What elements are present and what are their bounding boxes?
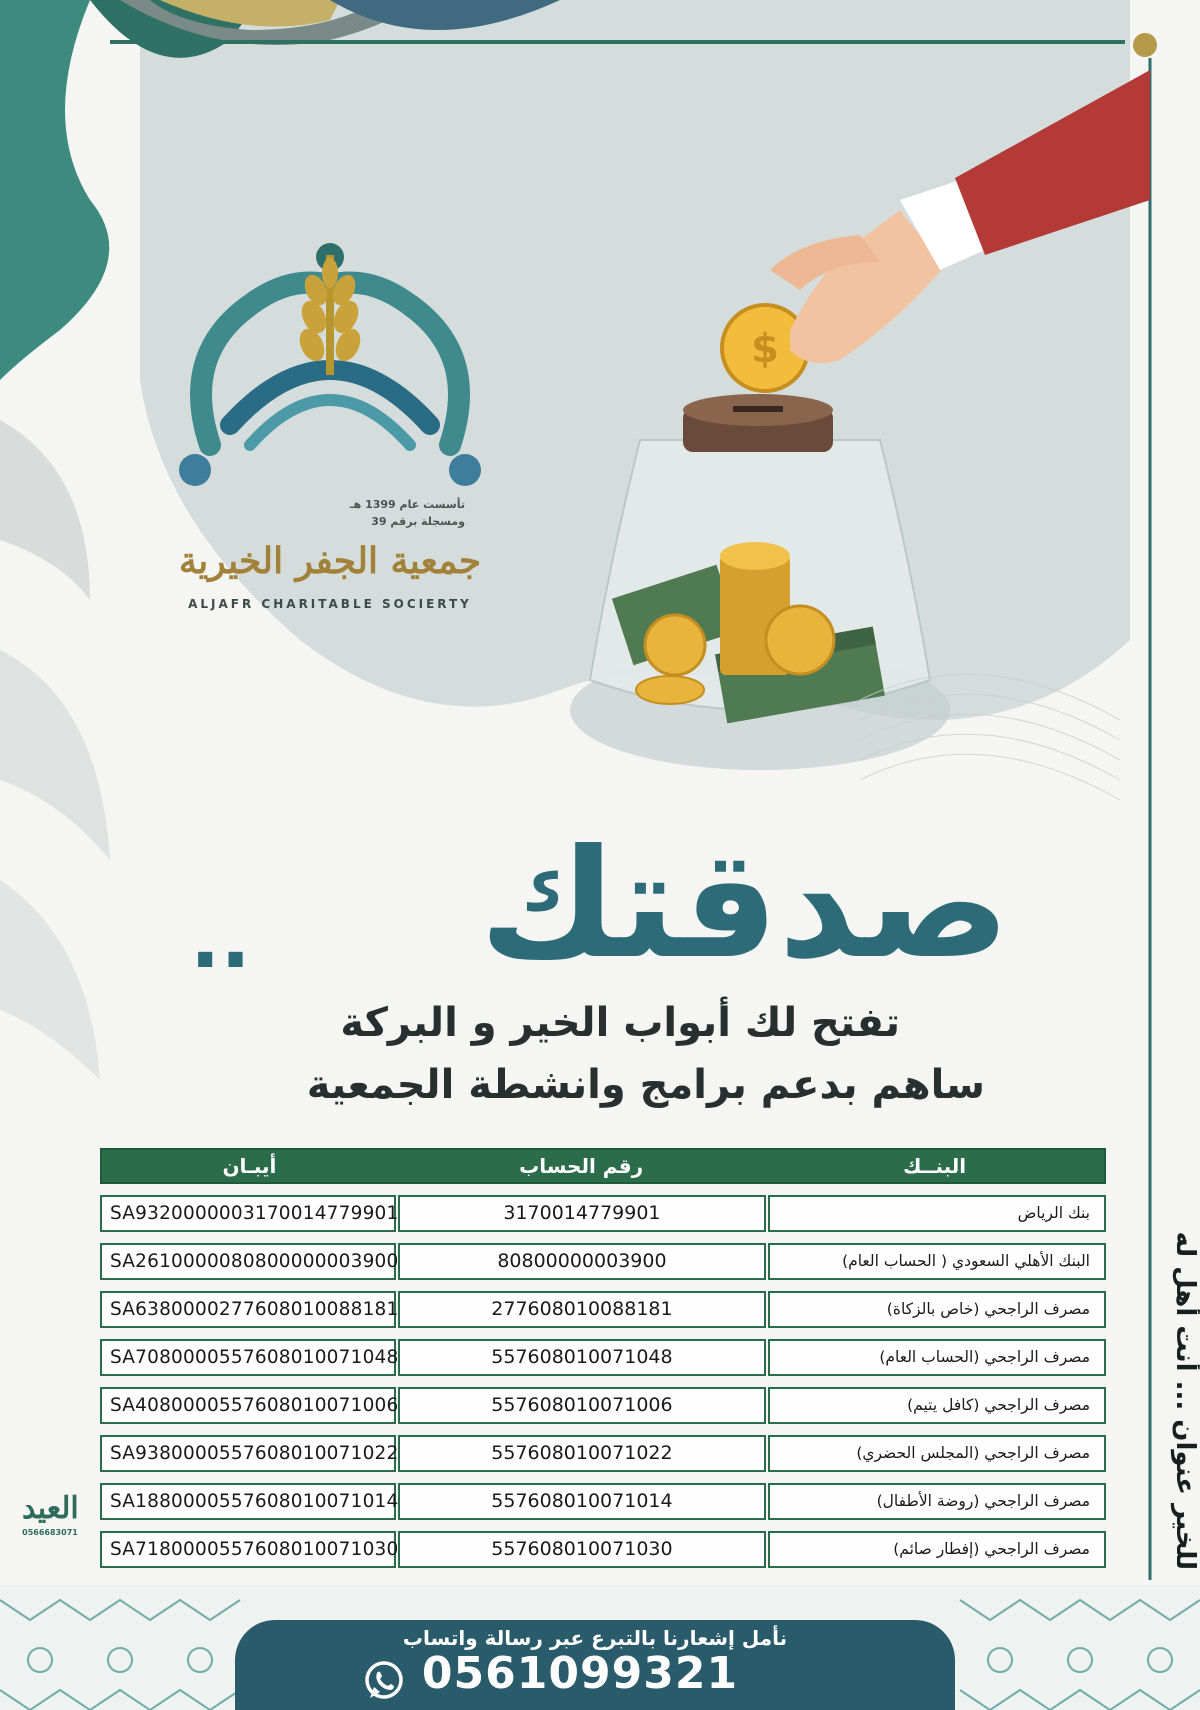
table-row: [100, 1387, 1106, 1424]
established-line: تأسست عام 1399 هـ: [349, 498, 465, 511]
headline-title: صدقتك: [479, 818, 1010, 992]
teal-swirl: [0, 0, 109, 380]
account-cell: 557608010071006: [398, 1387, 766, 1424]
bank-cell: مصرف الراجحي (المجلس الحضري): [768, 1435, 1106, 1472]
leaf-left-2: [0, 650, 110, 860]
account-cell: 80800000003900: [398, 1243, 766, 1280]
whatsapp-icon[interactable]: [362, 1658, 406, 1702]
designer-phone: 0566683071: [22, 1528, 78, 1537]
designer-stamp: [22, 1490, 78, 1560]
account-cell: 277608010088181: [398, 1291, 766, 1328]
account-cell: 557608010071048: [398, 1339, 766, 1376]
table-row: [100, 1435, 1106, 1472]
account-cell: 3170014779901: [398, 1195, 766, 1232]
table-row: [100, 1531, 1106, 1568]
side-slogan: [1150, 1150, 1200, 1570]
header-iban: أيبـان: [222, 1154, 277, 1178]
table-row: [100, 1483, 1106, 1520]
designer-mark: العيد: [22, 1491, 79, 1526]
table-row: [100, 1339, 1106, 1376]
leaf-left-1: [0, 420, 90, 600]
account-cell: 557608010071022: [398, 1435, 766, 1472]
header-account: رقم الحساب: [519, 1154, 644, 1178]
iban-cell: SA4080000557608010071006: [100, 1387, 396, 1424]
organization-logo: [170, 195, 510, 635]
registration-line: ومسجلة برقم 39: [371, 515, 465, 528]
svg-text:$: $: [751, 326, 779, 372]
iban-cell: SA7180000557608010071030: [100, 1531, 396, 1568]
bank-cell: مصرف الراجحي (روضة الأطفال): [768, 1483, 1106, 1520]
organization-name-en: ALJAFR CHARITABLE SOCIERTY: [188, 597, 472, 611]
iban-cell: SA1880000557608010071014: [100, 1483, 396, 1520]
bank-cell: مصرف الراجحي (كافل يتيم): [768, 1387, 1106, 1424]
bank-cell: مصرف الراجحي (الحساب العام): [768, 1339, 1106, 1376]
account-cell: 557608010071014: [398, 1483, 766, 1520]
table-header: [100, 1148, 1106, 1184]
header-bank: البنــك: [903, 1154, 967, 1178]
bank-cell: مصرف الراجحي (خاص بالزكاة): [768, 1291, 1106, 1328]
table-row: [100, 1243, 1106, 1280]
organization-name-ar: جمعية الجفر الخيرية: [178, 540, 482, 582]
footer-note: نأمل إشعارنا بالتبرع عبر رسالة واتساب: [402, 1626, 788, 1650]
bank-cell: مصرف الراجحي (إفطار صائم): [768, 1531, 1106, 1568]
iban-cell: SA6380000277608010088181: [100, 1291, 396, 1328]
logo-emblem: [170, 195, 490, 495]
iban-cell: SA9320000003170014779901: [100, 1195, 396, 1232]
table-row: [100, 1291, 1106, 1328]
leaf-left-3: [0, 880, 100, 1080]
tagline-2: ساهم بدعم برامج وانشطة الجمعية: [306, 1062, 985, 1108]
iban-cell: SA9380000557608010071022: [100, 1435, 396, 1472]
bank-accounts-table: [100, 1148, 1106, 1568]
account-cell: 557608010071030: [398, 1531, 766, 1568]
iban-cell: SA2610000080800000003900: [100, 1243, 396, 1280]
headline-ellipsis: ..: [190, 893, 251, 986]
bank-cell: البنك الأهلي السعودي ( الحساب العام): [768, 1243, 1106, 1280]
pole-knob: [1133, 33, 1157, 57]
tagline-1: تفتح لك أبواب الخير و البركة: [340, 1000, 900, 1046]
iban-cell: SA7080000557608010071048: [100, 1339, 396, 1376]
table-row: [100, 1195, 1106, 1232]
bank-cell: بنك الرياض: [768, 1195, 1106, 1232]
contact-phone-number[interactable]: 0561099321: [421, 1648, 739, 1699]
side-slogan-text: للخير عنوان ... أنت أهل له: [1170, 1231, 1200, 1570]
